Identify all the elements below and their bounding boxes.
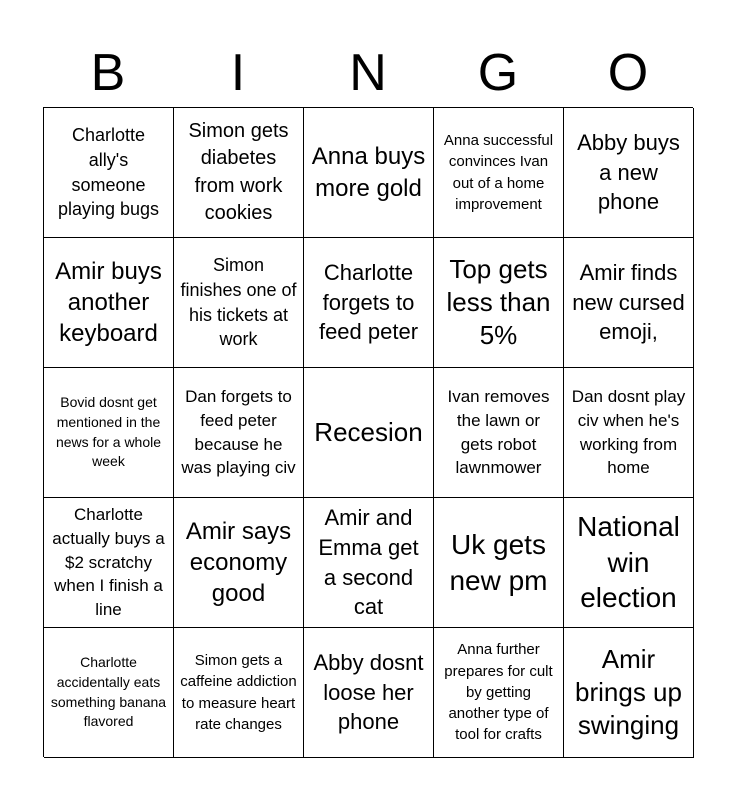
header-letter-b: B xyxy=(90,44,126,102)
bingo-cell[interactable]: Uk gets new pm xyxy=(434,498,564,628)
bingo-cell[interactable]: Simon finishes one of his tickets at work xyxy=(174,238,304,368)
bingo-cell[interactable]: Charlotte actually buys a $2 scratchy when I finish a line xyxy=(44,498,174,628)
bingo-cell[interactable]: Amir and Emma get a second cat xyxy=(304,498,434,628)
bingo-cell[interactable]: Anna successful convinces Ivan out of a home improvement xyxy=(434,108,564,238)
bingo-cell[interactable]: Charlotte forgets to feed peter xyxy=(304,238,434,368)
bingo-header xyxy=(43,40,693,106)
header-letter-g: G xyxy=(477,44,519,102)
header-letter-n: N xyxy=(349,44,387,102)
bingo-cell[interactable]: Amir brings up swinging xyxy=(564,628,694,758)
bingo-cell[interactable]: Bovid dosnt get mentioned in the news for a whole week xyxy=(44,368,174,498)
bingo-cell[interactable]: Ivan removes the lawn or gets robot lawnmower xyxy=(434,368,564,498)
bingo-cell[interactable]: Recesion xyxy=(304,368,434,498)
bingo-cell[interactable]: Simon gets diabetes from work cookies xyxy=(174,108,304,238)
bingo-cell[interactable]: Anna further prepares for cult by getting another type of tool for crafts xyxy=(434,628,564,758)
bingo-cell[interactable]: Charlotte ally's someone playing bugs xyxy=(44,108,174,238)
bingo-cell[interactable]: Charlotte accidentally eats something banana flavored xyxy=(44,628,174,758)
header-letter-o: O xyxy=(607,44,649,102)
bingo-cell[interactable]: Amir finds new cursed emoji, xyxy=(564,238,694,368)
bingo-cell[interactable]: Dan forgets to feed peter because he was playing civ xyxy=(174,368,304,498)
bingo-cell[interactable]: Simon gets a caffeine addiction to measure heart rate changes xyxy=(174,628,304,758)
bingo-cell[interactable]: National win election xyxy=(564,498,694,628)
bingo-cell[interactable]: Top gets less than 5% xyxy=(434,238,564,368)
bingo-cell[interactable]: Amir buys another keyboard xyxy=(44,238,174,368)
bingo-cell[interactable]: Dan dosnt play civ when he's working from home xyxy=(564,368,694,498)
bingo-cell[interactable]: Abby dosnt loose her phone xyxy=(304,628,434,758)
bingo-cell[interactable]: Amir says economy good xyxy=(174,498,304,628)
header-letter-i: I xyxy=(230,44,246,102)
bingo-cell[interactable]: Anna buys more gold xyxy=(304,108,434,238)
bingo-cell[interactable]: Abby buys a new phone xyxy=(564,108,694,238)
bingo-board xyxy=(43,107,693,757)
